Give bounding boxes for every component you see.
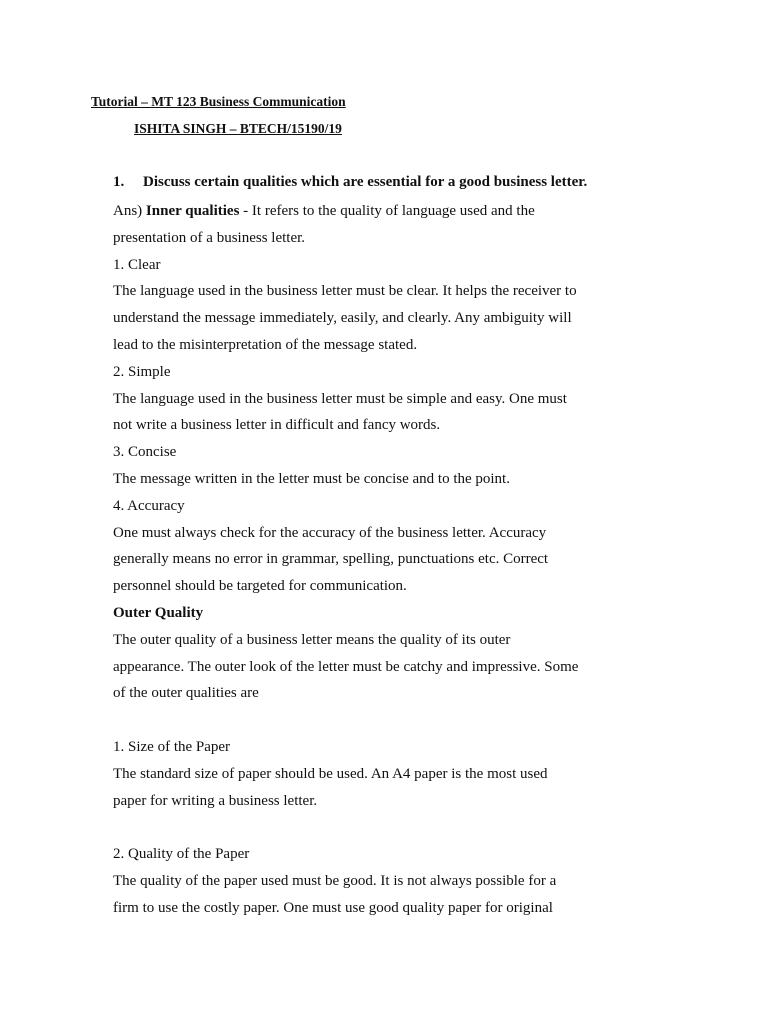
outer-quality-heading (113, 600, 693, 627)
inner-qualities-heading: Inner qualities (145, 203, 240, 219)
paragraph-line: The standard size of paper should be used. An A4 paper is the most used (113, 765, 548, 782)
ans-prefix: Ans) (113, 203, 146, 219)
outer-quality-heading-text: Outer Quality (113, 604, 204, 621)
question-text: Discuss certain qualities which are essential for a good business letter. (143, 174, 588, 190)
paragraph-line: understand the message immediately, easily, and clearly. Any ambiguity will (113, 310, 572, 327)
size-title: 1. Size of the Paper (113, 738, 231, 755)
paragraph-line: of the outer qualities are (113, 685, 259, 702)
paragraph-line: The quality of the paper used must be good. It is not always possible for a (113, 872, 557, 889)
paragraph-line: paper for writing a business letter. (113, 792, 318, 809)
clear-title: 1. Clear (113, 256, 161, 273)
quality-title: 2. Quality of the Paper (113, 846, 250, 863)
inner-intro-text: - It refers to the quality of language used and the (239, 203, 535, 219)
concise-title: 3. Concise (113, 444, 177, 461)
tutorial-title: Tutorial – MT 123 Business Communication (91, 94, 346, 109)
student-name: ISHITA SINGH – BTECH/15190/19 (134, 121, 342, 136)
question-number: 1. (113, 174, 125, 190)
paragraph-line: generally means no error in grammar, spelling, punctuations etc. Correct (113, 551, 549, 568)
paragraph-line: The outer quality of a business letter means the quality of its outer (113, 631, 511, 648)
accuracy-title: 4. Accuracy (113, 497, 185, 514)
paragraph-line: The message written in the letter must be concise and to the point. (113, 470, 510, 487)
answer-body (113, 198, 693, 922)
paragraph-line: appearance. The outer look of the letter must be catchy and impressive. Some (113, 658, 579, 675)
paragraph-line: firm to use the costly paper. One must use good quality paper for original (113, 899, 553, 916)
paragraph-line: not write a business letter in difficult and fancy words. (113, 417, 441, 434)
paragraph-line: presentation of a business letter. (113, 229, 306, 246)
blank-line (113, 707, 693, 734)
paragraph-line: One must always check for the accuracy of the business letter. Accuracy (113, 524, 547, 541)
question-1 (113, 174, 587, 191)
inner-intro-line (113, 198, 693, 225)
paragraph-line: The language used in the business letter must be simple and easy. One must (113, 390, 567, 407)
paragraph-line: personnel should be targeted for communication. (113, 578, 407, 595)
paragraph-line: lead to the misinterpretation of the message stated. (113, 336, 418, 353)
paragraph-line: The language used in the business letter must be clear. It helps the receiver to (113, 283, 577, 300)
simple-title: 2. Simple (113, 363, 171, 380)
blank-line (113, 814, 693, 841)
